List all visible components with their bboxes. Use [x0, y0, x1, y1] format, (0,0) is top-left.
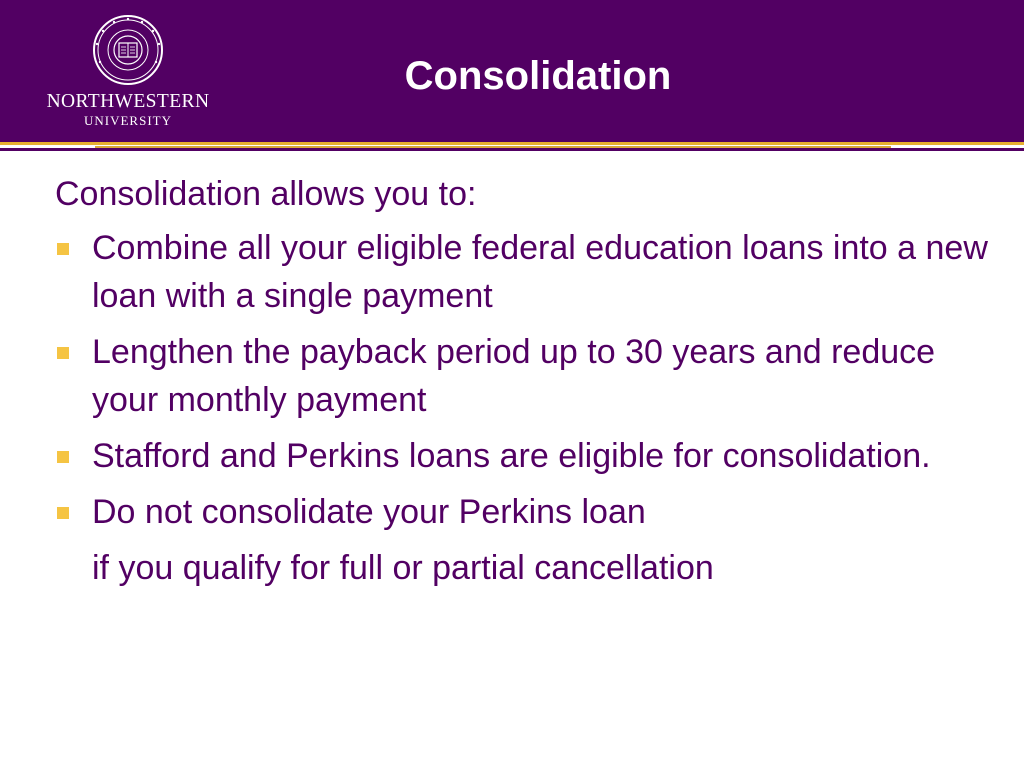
square-bullet-icon — [57, 347, 69, 359]
slide-title: Consolidation — [404, 54, 672, 98]
slide-body — [55, 170, 995, 592]
northwestern-logo — [20, 14, 240, 134]
bullet-text: Combine all your eligible federal education loans into a new loan with a single payment — [92, 229, 988, 315]
bullet-item — [55, 432, 995, 480]
bullet-continuation-text: if you qualify for full or partial cancellation — [92, 549, 714, 587]
header-gold-rule — [0, 142, 1024, 145]
bullet-item — [55, 224, 995, 320]
header-purple-rule — [0, 148, 1024, 151]
bullet-item — [55, 488, 995, 536]
logo-wordmark: NORTHWESTERN — [46, 91, 210, 112]
university-seal-icon — [92, 14, 164, 86]
square-bullet-icon — [57, 451, 69, 463]
bullet-text: Lengthen the payback period up to 30 years and reduce your monthly payment — [92, 333, 936, 419]
bullet-text: Stafford and Perkins loans are eligible for consolidation. — [92, 437, 931, 475]
bullet-item — [55, 328, 995, 424]
slide-header — [0, 0, 1024, 142]
intro-text: Consolidation allows you to: — [55, 175, 477, 213]
logo-wordmark-sub: UNIVERSITY — [84, 113, 172, 128]
bullet-list — [55, 224, 995, 536]
bullet-text: Do not consolidate your Perkins loan — [92, 493, 646, 531]
square-bullet-icon — [57, 507, 69, 519]
square-bullet-icon — [57, 243, 69, 255]
